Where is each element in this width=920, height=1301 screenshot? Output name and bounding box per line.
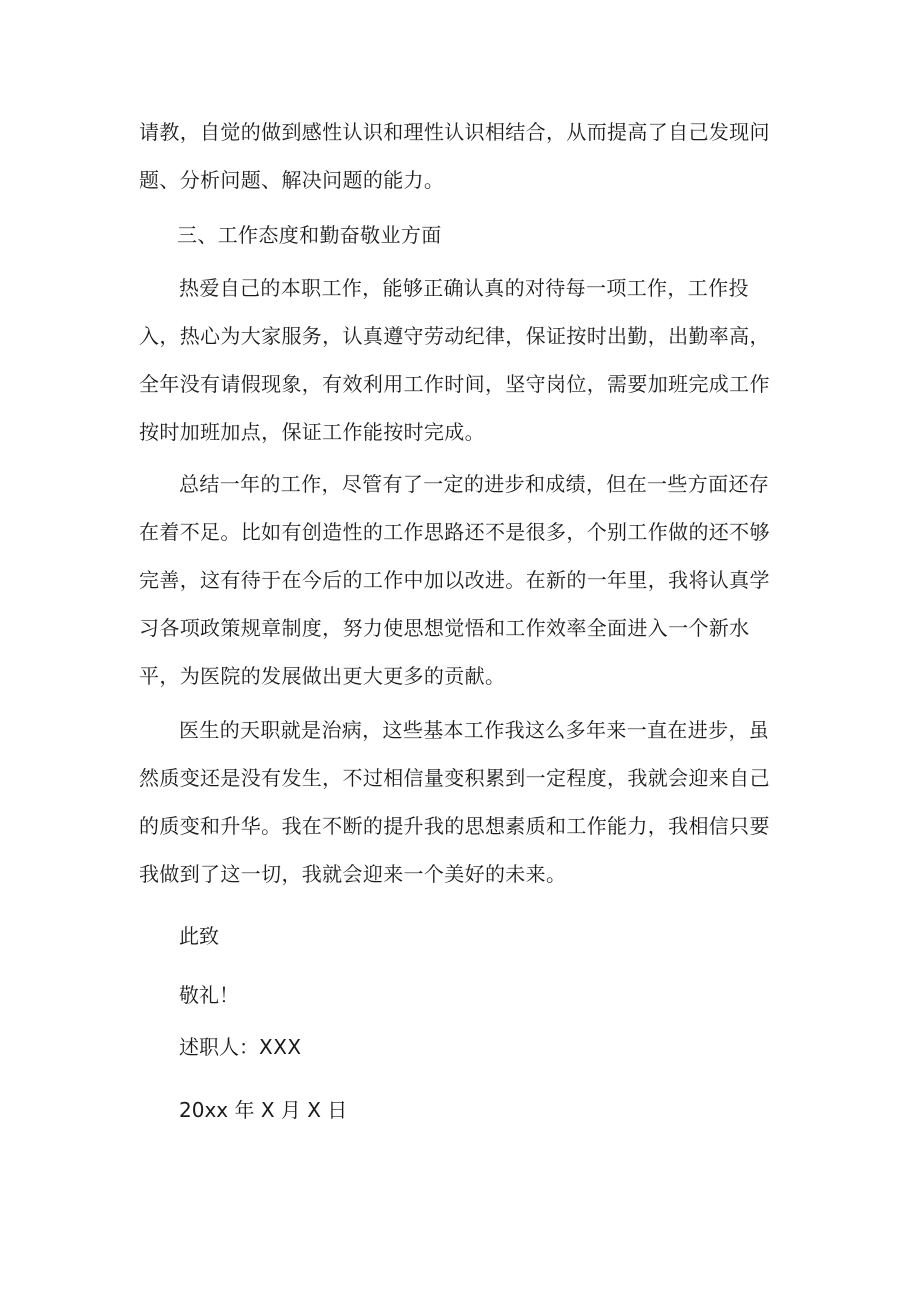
signer-name: XXX — [259, 1035, 302, 1059]
signer-label: 述职人： — [179, 1035, 259, 1059]
paragraph-outlook: 医生的天职就是治病，这些基本工作我这么多年来一直在进步，虽然质变还是没有发生，不过相信量变积累到一定程度，我就会迎来自己的质变和升华。我在不断的提升我的思想素质和工作能力，我相信只要我做到了这一切，我就会迎来一个美好的未来。 — [139, 718, 770, 886]
document-date: 20xx 年 X 月 X 日 — [179, 1098, 348, 1122]
closing-regards: 敬礼！ — [179, 983, 239, 1007]
signer-line — [179, 1031, 302, 1063]
paragraph-work-attitude: 热爱自己的本职工作，能够正确认真的对待每一项工作，工作投入，热心为大家服务，认真遵守劳动纪律，保证按时出勤，出勤率高，全年没有请假现象，有效利用工作时间，坚守岗位，需要加班完成工作按时加班加点，保证工作能按时完成。 — [139, 276, 770, 444]
paragraph-summary: 总结一年的工作，尽管有了一定的进步和成绩，但在一些方面还存在着不足。比如有创造性的工作思路还不是很多，个别工作做的还不够完善，这有待于在今后的工作中加以改进。在新的一年里，我将认真学习各项政策规章制度，努力使思想觉悟和工作效率全面进入一个新水平，为医院的发展做出更大更多的贡献。 — [139, 472, 770, 688]
section-heading: 三、工作态度和勤奋敬业方面 — [177, 223, 442, 247]
continuation-paragraph: 请教，自觉的做到感性认识和理性认识相结合，从而提高了自己发现问题、分析问题、解决问题的能力。 — [139, 120, 770, 192]
closing-salutation: 此致 — [179, 924, 219, 948]
